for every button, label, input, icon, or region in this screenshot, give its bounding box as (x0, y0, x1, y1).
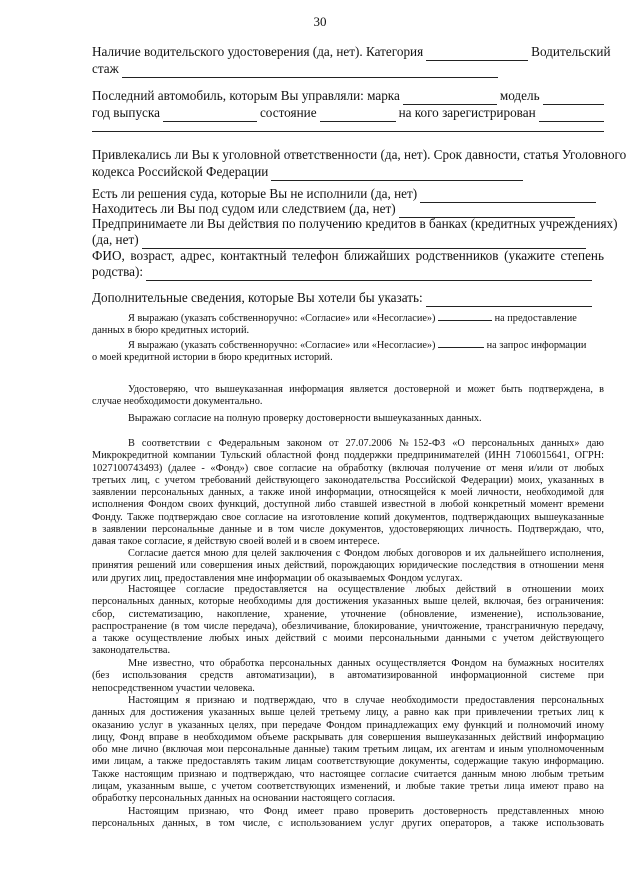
paragraph-line: или других лиц, предоставления мне информации об оказываемых Фондом услугах. (92, 572, 463, 584)
car-model-label: модель (499, 88, 540, 103)
paragraph-line: исполнения Фондом своих функций, доступной либо ставшей известной в любой конкретный момент времени (92, 499, 604, 511)
credit-answer-label: (да, нет) (92, 232, 139, 247)
paragraph-line: Фонду. Также подтверждаю свое согласие на изготовление копий документов, подтверждающих вышеуказанные (92, 511, 604, 523)
paragraph-4 (92, 658, 604, 695)
relatives-field[interactable] (146, 269, 592, 281)
license-category-field[interactable] (426, 49, 528, 61)
paragraph-line: обо мне лично (включая мои персональные данные) таким третьим лицам, их агентам и иным уполномоченным (92, 744, 604, 756)
paragraph-line: распространение (в том числе передача), обезличивание, блокирование, уничтожение, трансграничную передачу, (92, 620, 604, 632)
paragraph-line: обработку персональных данных на основании настоящего согласия. (92, 793, 396, 805)
experience-label-cont: стаж (92, 61, 119, 76)
consent-bureau-request (92, 338, 604, 365)
paragraph-line: а также осуществление любых иных действий с моими персональными данными с учетом действующего (92, 633, 604, 645)
paragraph-6 (92, 806, 604, 831)
consent-bureau-text: Я выражаю (указать собственноручно: «Согласие» или «Несогласие») (128, 313, 436, 324)
paragraph-line: 1027100743493) (далее - «Фонд») свое согласие на обработку (включая получение от меня и/или от любых (92, 462, 604, 474)
consent-request-field[interactable] (438, 338, 484, 348)
car-brand-label: Последний автомобиль, которым Вы управляли: марка (92, 88, 400, 103)
paragraph-line: ими лицам, а также предоставлять таким лицам соответствующие документы, содержащие такую информацию. (92, 756, 604, 768)
paragraph-line: третьих лиц, с учетом требований действующего законодательства Российской Федерации) моих, указанных в (92, 474, 604, 486)
license-label: Наличие водительского удостоверения (да, нет). Категория (92, 44, 424, 59)
additional-row (92, 290, 604, 307)
car-owner-label: на кого зарегистрирован (398, 105, 536, 120)
experience-field[interactable] (122, 66, 498, 78)
paragraph-line: лицам, указанным выше, с учетом соответствующих изменений, и любые такие третьи лица имеют право на (92, 781, 604, 793)
paragraph-line: В соответствии с Федеральным законом от 27.07.2006 №152-ФЗ «О персональных данных» даю (128, 438, 604, 449)
paragraph-line: Мне известно, что обработка персональных данных осуществляется Фондом на бумажных носителях (128, 658, 604, 669)
paragraph-line: Согласие дается мною для целей заключения с Фондом любых договоров и их дальнейшего исполнения, (128, 548, 604, 559)
agree-check (92, 413, 604, 425)
car-condition-label: состояние (259, 105, 317, 120)
car-model-field[interactable] (543, 93, 604, 105)
paragraph-line: лицу, Фонд вправе в необходимом объеме раскрывать для совершения вышеуказанных действий информацию (92, 731, 604, 743)
court-decision-label: Есть ли решения суда, которые Вы не исполнили (да, нет) (92, 186, 418, 201)
paragraph-line: Настоящее согласие предоставляется на осуществление любых действий в отношении моих (128, 584, 604, 595)
car-year-label: год выпуска (92, 105, 160, 120)
paragraph-line: сбор, систематизацию, накопление, хранение, уточнение (обновление, изменение), использование, (92, 608, 604, 620)
consent-bureau-line1 (92, 311, 604, 325)
relatives-label-cont: родства): (92, 264, 144, 279)
paragraph-line: заявлении персональных данных, а также иной информации, относящейся к моей личности, необходимой для (92, 487, 604, 499)
paragraph-line: Настоящим признаю, что Фонд имеет право проверить достоверность представленных мною (128, 806, 604, 817)
agree-check-text: Выражаю согласие на полную проверку достоверности вышеуказанных данных. (128, 413, 482, 424)
consent-bureau-text-end: на предоставление (494, 313, 577, 324)
paragraph-line: законодательства. (92, 645, 171, 657)
additional-label: Дополнительные сведения, которые Вы хотели бы указать: (92, 290, 423, 305)
criminal-label: Привлекались ли Вы к уголовной ответственности (да, нет). Срок давности, статья Уголовного (92, 147, 627, 162)
paragraph-line: оказанию услуг в указанных целях, при передаче Фондом принадлежащих ему функций и полномочий иному (92, 719, 604, 731)
paragraph-line: персональных данных, в том числе, с использованием услуг других операторов, а также использовать (92, 818, 604, 830)
consent-bureau-provide (92, 311, 604, 338)
paragraph-1 (92, 438, 604, 549)
criminal-row (92, 164, 604, 181)
consent-request-line1 (92, 338, 604, 352)
paragraph-line: Настоящим я признаю и подтверждаю, что в случае необходимости предоставления персональных (128, 695, 604, 706)
paragraph-3 (92, 584, 604, 658)
criminal-code-label: кодекса Российской Федерации (92, 164, 269, 179)
relatives-row (92, 264, 604, 281)
certification (92, 384, 604, 409)
relatives-label: ФИО, возраст, адрес, контактный телефон ближайших родственников (укажите степень (92, 248, 604, 263)
paragraph-5 (92, 695, 604, 806)
experience-label: Водительский (531, 44, 611, 59)
credit-row (92, 232, 604, 249)
paragraph-line: в заявлении персональные данные и в том числе документов, удостоверяющих личность. Подтверждаю, что, (92, 524, 604, 536)
car-row-1 (92, 88, 604, 105)
paragraph-line: непосредственном участии человека. (92, 682, 255, 694)
paragraph-line: (без использования средств автоматизации), в автоматизированной информационной системе при (92, 670, 604, 682)
paragraph-2 (92, 548, 604, 585)
credit-label: Предпринимаете ли Вы действия по получению кредитов в банках (кредитных учреждениях) (92, 216, 618, 231)
consent-bureau-field[interactable] (438, 311, 492, 321)
license-question (92, 44, 611, 61)
consent-request-text: Я выражаю (указать собственноручно: «Согласие» или «Несогласие») (128, 340, 436, 351)
criminal-field[interactable] (271, 169, 523, 181)
additional-field[interactable] (426, 295, 592, 307)
under-trial-label: Находитесь ли Вы под судом или следствием (да, нет) (92, 201, 396, 216)
consent-request-line2: о моей кредитной истории в бюро кредитных историй. (92, 352, 333, 364)
certify-line2: случае необходимости документально. (92, 396, 263, 408)
car-brand-field[interactable] (403, 93, 497, 105)
car-owner-cont (92, 120, 604, 132)
experience-row (92, 61, 604, 78)
paragraph-line: принятия решений или совершения иных действий, порождающих юридические последствия в отношении меня (92, 560, 604, 572)
paragraph-line: данных для достижения указанных выше целей третьему лицу, а равно как при привлечении третьих лиц к (92, 707, 604, 719)
consent-request-text-end: на запрос информации (486, 340, 587, 351)
consent-bureau-line2: данных в бюро кредитных историй. (92, 325, 250, 337)
credit-field[interactable] (142, 237, 586, 249)
paragraph-line: персональных данных, которые необходимы для достижения указанных выше целей, включая, без ограничения: (92, 596, 604, 608)
paragraph-line: давая такое согласие, я действую своей волей и в своем интересе. (92, 536, 380, 548)
certify-line1: Удостоверяю, что вышеуказанная информация является достоверной и может быть подтверждена, в (128, 384, 604, 395)
car-owner-field-line2[interactable] (92, 120, 604, 132)
paragraph-line: Микрокредитной компании Тульский областной фонд поддержки предпринимателей (ИНН 7106015641, ОГРН: (92, 450, 604, 462)
page-number: 30 (313, 14, 327, 29)
paragraph-line: Также настоящим признаю и подтверждаю, что настоящее согласие считается данным мною любым третьим (92, 768, 604, 780)
